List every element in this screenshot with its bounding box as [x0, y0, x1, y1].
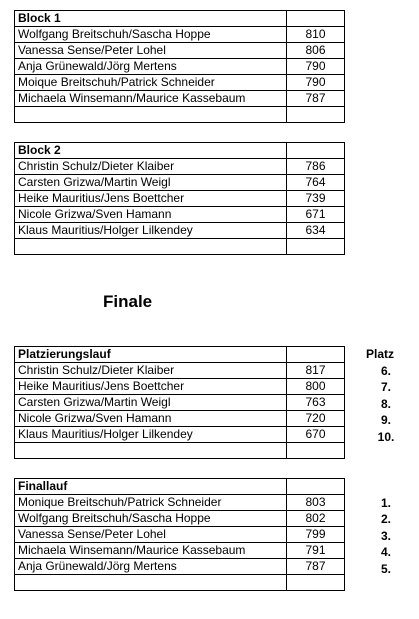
table-row: [15, 411, 345, 427]
team-score: 671: [287, 207, 345, 223]
table-row: [15, 43, 345, 59]
platzierungslauf-placements: [366, 363, 406, 445]
table-row: [15, 75, 345, 91]
team-score: 802: [287, 511, 345, 527]
table-row: [15, 427, 345, 443]
team-name: Nicole Grizwa/Sven Hamann: [15, 207, 287, 223]
team-score: 790: [287, 59, 345, 75]
placement: 4.: [380, 545, 391, 560]
table-row: [15, 207, 345, 223]
team-name: Anja Grünewald/Jörg Mertens: [15, 59, 287, 75]
finallauf-table: [14, 478, 345, 591]
team-name: Monique Breitschuh/Patrick Schneider: [15, 495, 287, 511]
table-empty-row: [15, 239, 345, 255]
empty-cell: [15, 107, 287, 123]
empty-cell: [15, 239, 287, 255]
team-name: Carsten Grizwa/Martin Weigl: [15, 175, 287, 191]
team-score: 791: [287, 543, 345, 559]
platzierungslauf-title: Platzierungslauf: [15, 347, 287, 363]
team-score: 787: [287, 91, 345, 107]
empty-cell: [287, 107, 345, 123]
team-score: 634: [287, 223, 345, 239]
table-header-row: [15, 11, 345, 27]
team-score: 803: [287, 495, 345, 511]
table-row: [15, 175, 345, 191]
placement: 1.: [380, 496, 391, 510]
table-row: [15, 511, 345, 527]
empty-cell: [287, 575, 345, 591]
table-row: [15, 59, 345, 75]
table-row: [15, 379, 345, 395]
team-score: 810: [287, 27, 345, 43]
team-name: Heike Mauritius/Jens Boettcher: [15, 191, 287, 207]
team-name: Klaus Mauritius/Holger Lilkendey: [15, 223, 287, 239]
team-name: Klaus Mauritius/Holger Lilkendey: [15, 427, 287, 443]
placement: 2.: [380, 512, 391, 527]
table-empty-row: [15, 107, 345, 123]
team-name: Wolfgang Breitschuh/Sascha Hoppe: [15, 27, 287, 43]
team-name: Heike Mauritius/Jens Boettcher: [15, 379, 287, 395]
team-score: 806: [287, 43, 345, 59]
team-score: 763: [287, 395, 345, 411]
placement: 3.: [380, 528, 391, 543]
table-row: [15, 395, 345, 411]
finallauf-title: Finallauf: [15, 479, 287, 495]
platzierungslauf-table: [14, 346, 345, 459]
finallauf-placements: [366, 495, 406, 577]
header-empty-cell: [287, 347, 345, 363]
table-header-row: [15, 479, 345, 495]
table-row: [15, 191, 345, 207]
placement: 8.: [380, 396, 391, 411]
table-header-row: [15, 347, 345, 363]
table-row: [15, 559, 345, 575]
team-score: 817: [287, 363, 345, 379]
team-score: 790: [287, 75, 345, 91]
placement: 6.: [380, 364, 391, 378]
platz-header: Platz: [366, 347, 395, 361]
table-empty-row: [15, 443, 345, 459]
placement: 9.: [380, 413, 391, 428]
table-row: [15, 159, 345, 175]
team-name: Michaela Winsemann/Maurice Kassebaum: [15, 91, 287, 107]
team-name: Michaela Winsemann/Maurice Kassebaum: [15, 543, 287, 559]
block1-table: [14, 10, 345, 123]
header-empty-cell: [287, 143, 345, 159]
header-empty-cell: [287, 479, 345, 495]
team-score: 800: [287, 379, 345, 395]
placement: 5.: [380, 561, 391, 576]
team-name: Vanessa Sense/Peter Lohel: [15, 527, 287, 543]
table-row: [15, 91, 345, 107]
team-name: Moique Breitschuh/Patrick Schneider: [15, 75, 287, 91]
empty-cell: [287, 443, 345, 459]
team-score: 670: [287, 427, 345, 443]
header-empty-cell: [287, 11, 345, 27]
table-row: [15, 543, 345, 559]
table-row: [15, 363, 345, 379]
placement: 10.: [377, 429, 395, 444]
finale-heading: Finale: [103, 292, 153, 311]
placement: 7.: [380, 380, 391, 395]
team-name: Christin Schulz/Dieter Klaiber: [15, 363, 287, 379]
team-score: 786: [287, 159, 345, 175]
table-row: [15, 495, 345, 511]
table-empty-row: [15, 575, 345, 591]
block2-table: [14, 142, 345, 255]
table-row: [15, 223, 345, 239]
team-name: Anja Grünewald/Jörg Mertens: [15, 559, 287, 575]
team-name: Carsten Grizwa/Martin Weigl: [15, 395, 287, 411]
team-score: 720: [287, 411, 345, 427]
team-score: 787: [287, 559, 345, 575]
team-name: Vanessa Sense/Peter Lohel: [15, 43, 287, 59]
team-name: Wolfgang Breitschuh/Sascha Hoppe: [15, 511, 287, 527]
team-name: Christin Schulz/Dieter Klaiber: [15, 159, 287, 175]
team-score: 799: [287, 527, 345, 543]
team-score: 739: [287, 191, 345, 207]
empty-cell: [287, 239, 345, 255]
block1-title: Block 1: [15, 11, 287, 27]
table-row: [15, 27, 345, 43]
table-row: [15, 527, 345, 543]
block2-title: Block 2: [15, 143, 287, 159]
team-name: Nicole Grizwa/Sven Hamann: [15, 411, 287, 427]
table-header-row: [15, 143, 345, 159]
empty-cell: [15, 443, 287, 459]
team-score: 764: [287, 175, 345, 191]
empty-cell: [15, 575, 287, 591]
